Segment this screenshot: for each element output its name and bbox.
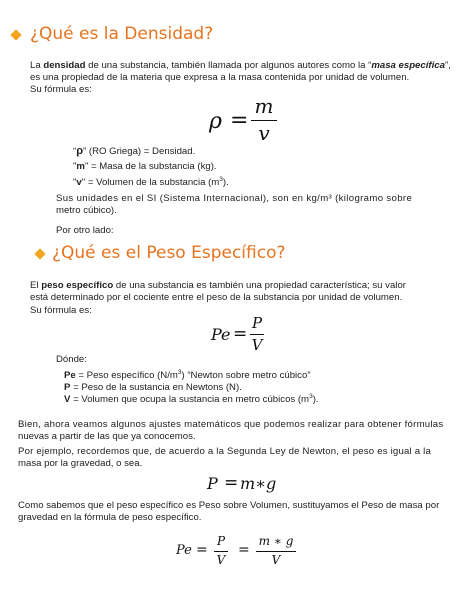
term-peso-especifico: peso específico bbox=[41, 280, 114, 291]
formula-denominator-v: V bbox=[271, 553, 281, 567]
para1-line2: nuevas a partir de las que ya conocemos. bbox=[18, 431, 196, 442]
density-intro-line2: es una propiedad de la materia que expresa a la masa contenida por unidad de volumen. bbox=[30, 72, 410, 83]
units-line2: metro cúbico). bbox=[56, 205, 117, 216]
heading-bullet-icon bbox=[10, 29, 21, 40]
def-p: P = Peso de la sustancia en Newtons (N). bbox=[64, 382, 242, 393]
para1-line1: Bien, ahora veamos algunos ajustes matemáticos que podemos realizar para obtener fórmulas bbox=[18, 419, 444, 430]
para3-line1: Como sabemos que el peso específico es Peso sobre Volumen, sustituyamos el Peso de masa por bbox=[18, 500, 440, 511]
formula-m-times-g: m∗g bbox=[240, 474, 277, 493]
formula-numerator-p: P bbox=[216, 534, 226, 548]
formula-fraction-bar bbox=[250, 334, 264, 335]
def-rho: “ρ” (RO Griega) = Densidad. bbox=[73, 145, 196, 157]
formula-denominator-v: V bbox=[216, 553, 226, 567]
weight-intro-line1: El peso específico de una substancia es también una propiedad característica; su valor bbox=[30, 280, 406, 291]
para2-line1: Por ejemplo, recordemos que, de acuerdo a la Segunda Ley de Newton, el peso es igual a la bbox=[18, 446, 431, 457]
def-mass: "m" = Masa de la substancia (kg). bbox=[73, 161, 217, 172]
para2-line2: masa por la gravedad, o sea. bbox=[18, 458, 143, 469]
formula-denominator-v: V bbox=[251, 336, 263, 354]
density-formula-label: Su fórmula es: bbox=[30, 84, 92, 95]
formula-numerator-p: P bbox=[251, 314, 263, 332]
formula-equals: = bbox=[238, 542, 250, 558]
section-title-specific-weight: ¿Qué es el Peso Específico? bbox=[52, 243, 286, 263]
term-densidad: densidad bbox=[43, 60, 86, 71]
formula-denominator-v: v bbox=[258, 121, 270, 145]
def-pe: Pe = Peso específico $(N/m^3)$ “Newton sobre metro cúbico” bbox=[64, 368, 311, 381]
def-volume: "v" = Volumen de la substancia $(m^3)$. bbox=[73, 175, 229, 188]
formula-pe: Pe bbox=[211, 325, 231, 344]
formula-rho: ρ bbox=[209, 109, 222, 134]
formula-fraction-bar bbox=[214, 551, 228, 552]
heading-bullet-icon bbox=[34, 248, 45, 259]
formula-numerator-m: m bbox=[254, 94, 274, 118]
density-intro-line1: La densidad de una substancia, también llamada por algunos autores como la “masa específica”, bbox=[30, 60, 451, 71]
formula-fraction-bar bbox=[256, 551, 296, 552]
donde-label: Dónde: bbox=[56, 354, 87, 365]
formula-equals: = bbox=[230, 108, 249, 133]
units-line1: Sus unidades en el SI (Sistema Internacional), son en kg/m³ (kilogramo sobre bbox=[56, 193, 413, 204]
term-masa-especifica: masa específica bbox=[371, 60, 445, 71]
formula-equals: = bbox=[233, 324, 248, 344]
other-side: Por otro lado: bbox=[56, 225, 114, 236]
para3-line2: gravedad en la fórmula de peso específico. bbox=[18, 512, 202, 523]
formula-pe: Pe bbox=[176, 543, 192, 558]
weight-formula-label: Su fórmula es: bbox=[30, 305, 92, 316]
formula-p: P bbox=[207, 474, 218, 493]
def-v: V = Volumen que ocupa la sustancia en metro cúbicos $(m^3)$. bbox=[64, 392, 319, 405]
section-title-density: ¿Qué es la Densidad? bbox=[30, 24, 214, 44]
weight-intro-line2: está determinado por el cociente entre el peso de la substancia por unidad de volumen. bbox=[30, 292, 403, 303]
formula-numerator-mg: m ∗ g bbox=[258, 534, 294, 548]
formula-equals: = bbox=[196, 542, 208, 558]
formula-equals: = bbox=[224, 473, 239, 493]
